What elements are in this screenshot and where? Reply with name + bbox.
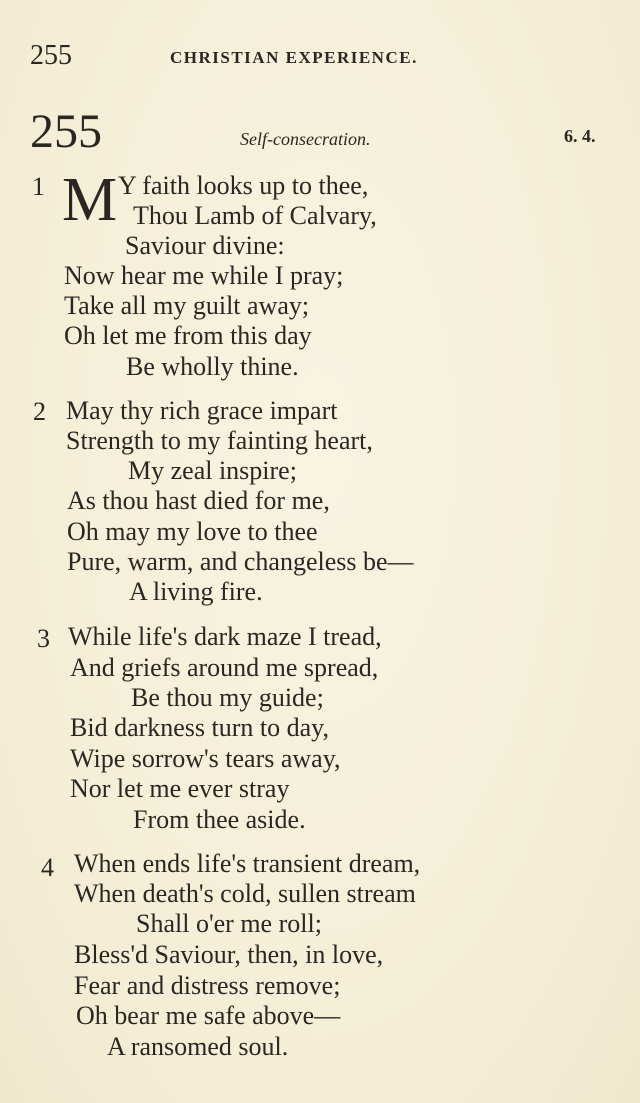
verse-line: Now hear me while I pray; <box>64 261 344 290</box>
verse-line: When ends life's transient dream, <box>74 849 421 878</box>
section-title: CHRISTIAN EXPERIENCE. <box>170 48 418 67</box>
verse-line: Strength to my fainting heart, <box>66 426 373 455</box>
verse-line: Be thou my guide; <box>131 683 324 712</box>
verse-line: My zeal inspire; <box>128 456 297 485</box>
stanza-number: 2 <box>33 397 46 426</box>
verse-line: Thou Lamb of Calvary, <box>133 201 377 230</box>
verse-line: Pure, warm, and changeless be— <box>67 547 414 576</box>
stanza-number: 3 <box>37 624 50 653</box>
hymn-number: 255 <box>30 105 102 158</box>
verse-line: Oh let me from this day <box>64 321 312 350</box>
verse-line: A ransomed soul. <box>107 1032 289 1061</box>
hymn-subject: Self-consecration. <box>240 129 371 149</box>
stanza-number: 1 <box>32 172 45 201</box>
verse-line: Be wholly thine. <box>126 352 299 381</box>
running-head <box>30 40 610 74</box>
stanza-number: 4 <box>41 853 54 882</box>
verse-line: From thee aside. <box>133 805 306 834</box>
verse-line: May thy rich grace impart <box>66 396 338 425</box>
page-number: 255 <box>30 40 72 71</box>
verse-line: A living fire. <box>129 577 263 606</box>
verse-line: Nor let me ever stray <box>70 774 290 803</box>
verse-line: While life's dark maze I tread, <box>68 622 382 651</box>
verse-line: Bless'd Saviour, then, in love, <box>74 940 384 969</box>
verse-line: Shall o'er me roll; <box>136 909 322 938</box>
verse-line: Saviour divine: <box>125 231 285 260</box>
verse-line: Wipe sorrow's tears away, <box>70 744 341 773</box>
drop-cap: M <box>62 166 118 234</box>
verse-line: Oh may my love to thee <box>67 517 318 546</box>
verse-line: As thou hast died for me, <box>67 486 330 515</box>
verse-line: Oh bear me safe above— <box>76 1001 341 1030</box>
verse-line: Y faith looks up to thee, <box>118 171 369 200</box>
verse-line: Fear and distress remove; <box>74 971 341 1000</box>
verse-line: Take all my guilt away; <box>64 291 310 320</box>
verse-line: Bid darkness turn to day, <box>70 713 329 742</box>
hymn-meter: 6. 4. <box>564 126 596 146</box>
verse-line: When death's cold, sullen stream <box>74 879 416 908</box>
hymn-header <box>30 105 620 158</box>
verse-line: And griefs around me spread, <box>70 653 379 682</box>
